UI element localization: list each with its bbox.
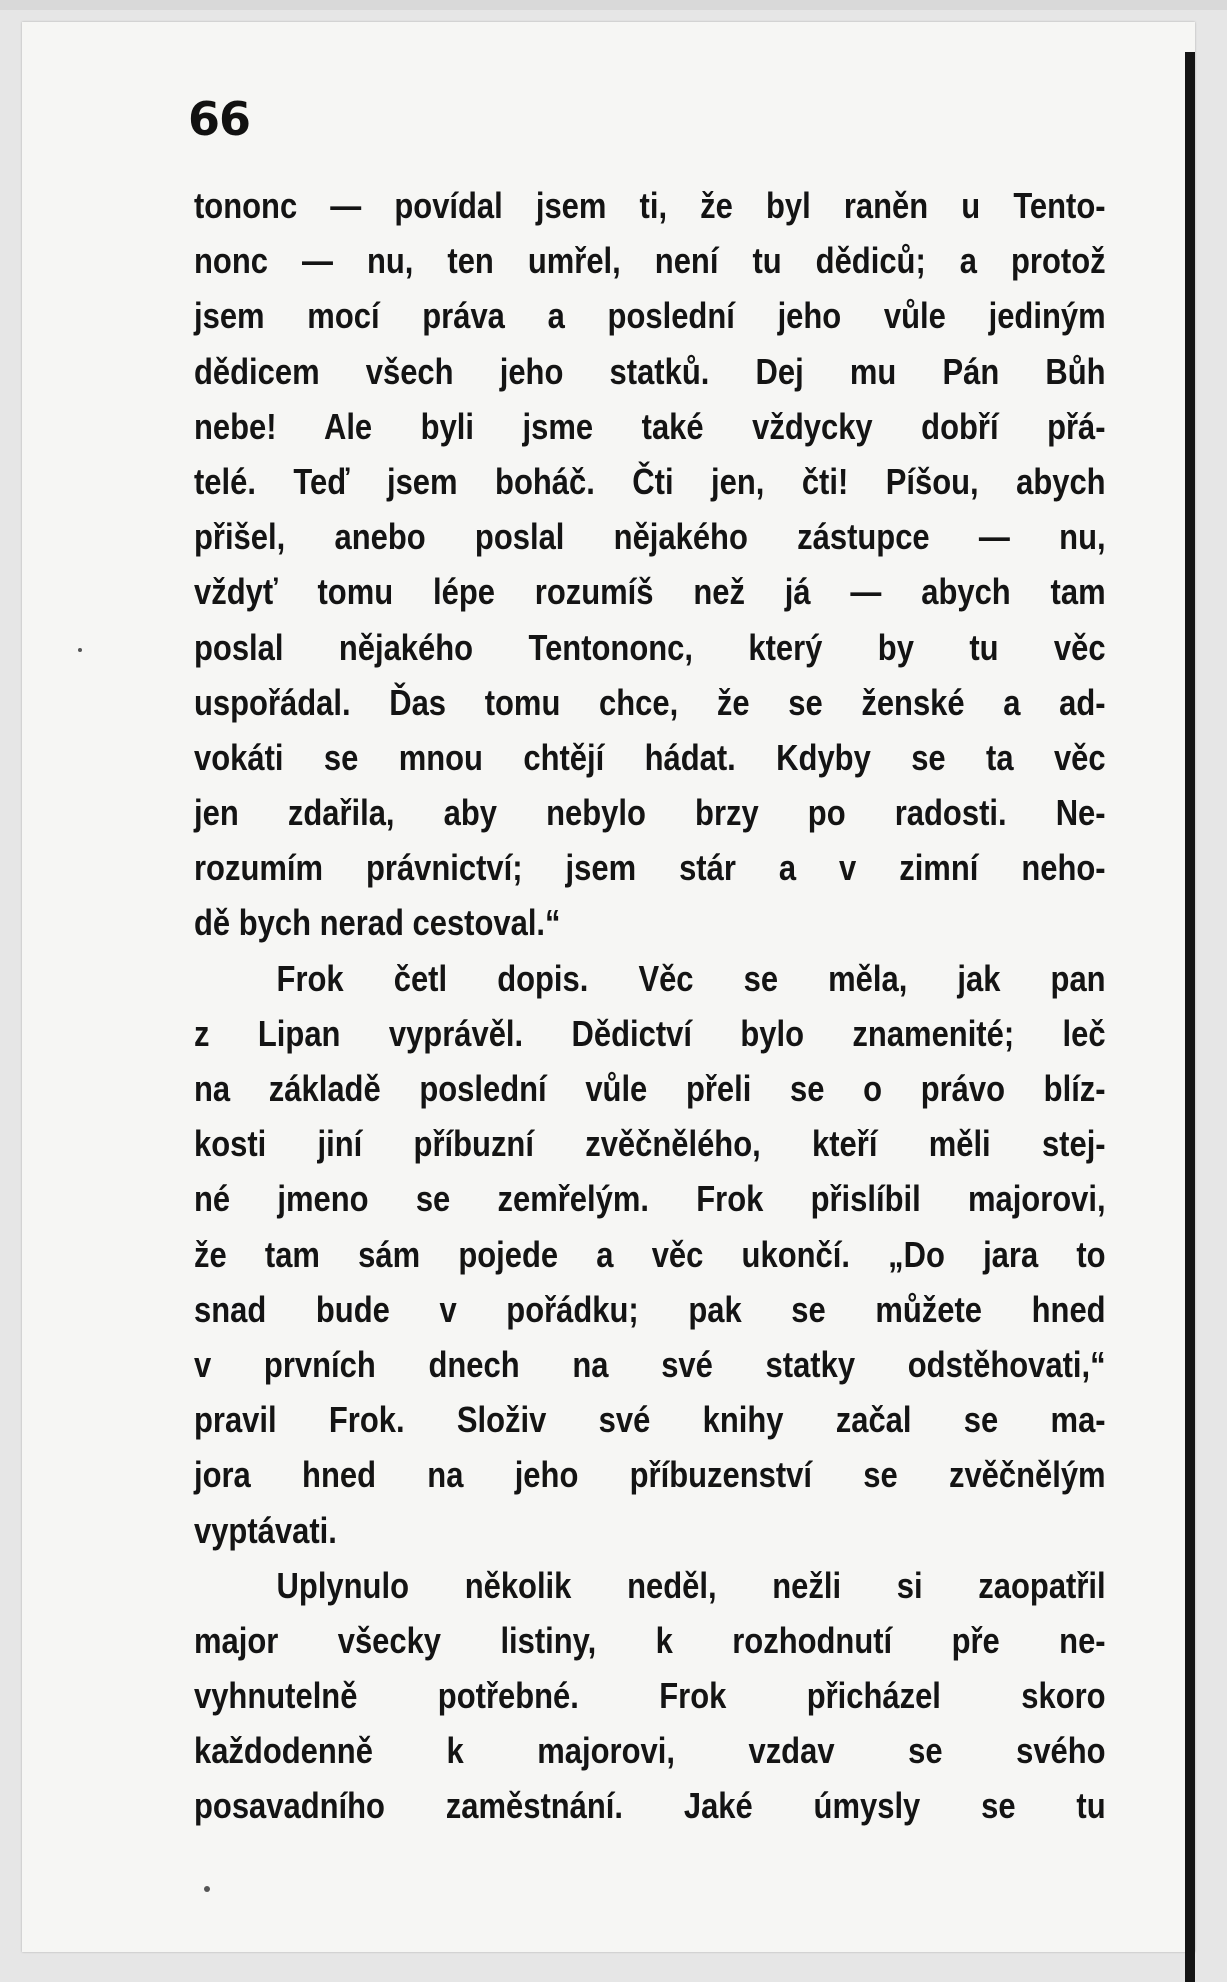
text-line: pravil Frok. Složiv své knihy začal se ma- <box>194 1399 1106 1441</box>
scan-speck <box>204 1886 210 1892</box>
page-number: 66 <box>188 92 251 146</box>
text-line: Uplynulo několik neděl, nežli si zaopatřil <box>276 1564 1106 1606</box>
text-line: přišel, anebo poslal nějakého zástupce — nu, <box>194 516 1106 558</box>
scan-top-edge <box>0 0 1227 10</box>
text-line: že tam sám pojede a věc ukončí. „Do jara to <box>194 1233 1106 1275</box>
text-line: jen zdařila, aby nebylo brzy po radosti. Ne- <box>194 792 1106 834</box>
text-line: dě bych nerad cestoval.“ <box>194 902 561 944</box>
body-text <box>194 178 1106 1834</box>
text-line: rozumím právnictví; jsem stár a v zimní neho- <box>194 847 1106 889</box>
text-line: z Lipan vyprávěl. Dědictví bylo znamenité; leč <box>194 1012 1106 1054</box>
text-line: vždyť tomu lépe rozumíš než já — abych tam <box>194 571 1106 613</box>
text-line: poslal nějakého Tentononc, který by tu věc <box>194 626 1106 668</box>
text-line: na základě poslední vůle přeli se o právo blíz- <box>194 1068 1106 1109</box>
text-line: kosti jiní příbuzní zvěčnělého, kteří měli stej- <box>194 1123 1106 1165</box>
text-line: nebe! Ale byli jsme také vždycky dobří přá- <box>194 405 1106 447</box>
text-line: telé. Teď jsem boháč. Čti jen, čti! Píšou, abych <box>194 460 1106 502</box>
text-line: jsem mocí práva a poslední jeho vůle jediným <box>194 295 1106 337</box>
text-line: snad bude v pořádku; pak se můžete hned <box>194 1288 1106 1330</box>
text-line: vyhnutelně potřebné. Frok přicházel skoro <box>194 1675 1106 1717</box>
scan-right-edge <box>1185 52 1195 1982</box>
text-line: každodenně k majorovi, vzdav se svého <box>194 1730 1106 1772</box>
text-line: dědicem všech jeho statků. Dej mu Pán Bůh <box>194 350 1106 392</box>
text-line: vokáti se mnou chtějí hádat. Kdyby se ta věc <box>194 736 1106 778</box>
text-line: uspořádal. Ďas tomu chce, že se ženské a ad- <box>194 681 1106 723</box>
text-line: nonc — nu, ten umřel, není tu dědiců; a protož <box>194 240 1106 282</box>
text-line: jora hned na jeho příbuzenství se zvěčnělým <box>194 1454 1106 1496</box>
text-line: major všecky listiny, k rozhodnutí pře ne- <box>194 1619 1106 1661</box>
text-line: vyptávati. <box>194 1509 337 1551</box>
scan-speck <box>78 648 82 652</box>
text-line: tononc — povídal jsem ti, že byl raněn u Tento- <box>194 185 1106 226</box>
text-line: v prvních dnech na své statky odstěhovati,“ <box>194 1343 1106 1385</box>
text-line: Frok četl dopis. Věc se měla, jak pan <box>276 957 1106 999</box>
text-line: posavadního zaměstnání. Jaké úmysly se tu <box>194 1785 1106 1827</box>
text-line: né jmeno se zemřelým. Frok přislíbil majorovi, <box>194 1178 1106 1220</box>
